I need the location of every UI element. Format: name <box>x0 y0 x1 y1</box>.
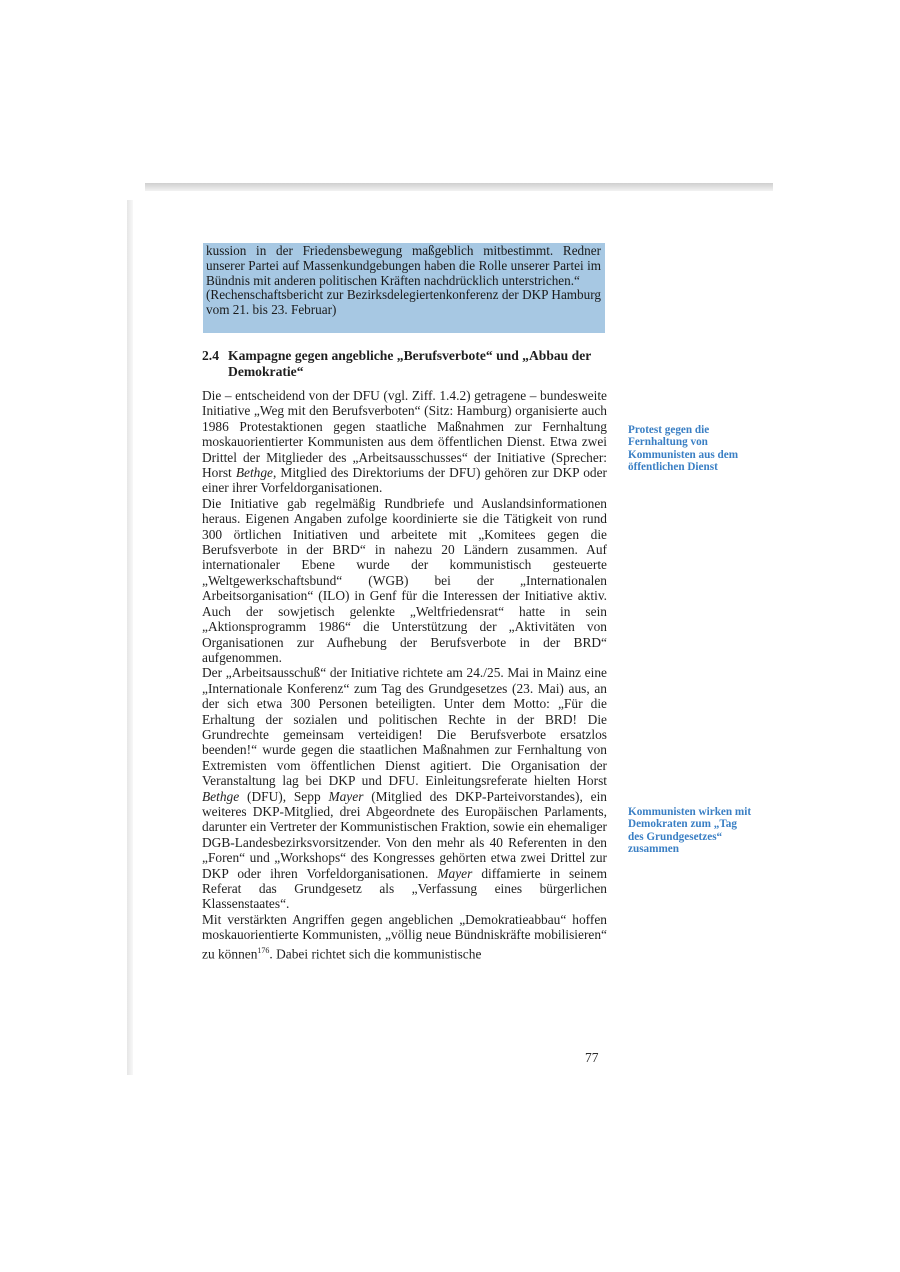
margin-note-protest: Protest gegen die Fernhaltung von Kommunisten aus dem öffentlichen Dienst <box>628 424 739 474</box>
paragraph-4 <box>202 912 607 962</box>
paragraph-2: Die Initiative gab regelmäßig Rundbriefe und Auslandsinformationen heraus. Eigenen Angaben zufolge koordinierte sie die Tätigkeit von rund 300 örtlichen Initiativen und arbeitete mit „Komitees gegen die Berufsverbote in der BRD“ in nahezu 20 Ländern zusammen. Auf internationaler Ebene wurde der kommunistisch gesteuerte „Weltgewerkschaftsbund“ (WGB) bei der „Internationalen Arbeitsorganisation“ (ILO) in Genf für die Interessen der Initiative aktiv. Auch der sowjetisch gelenkte „Weltfriedensrat“ hatte in sein „Aktionsprogramm 1986“ die Unterstützung der „Aktivitäten von Organisationen zur Aufhebung der Berufsverbote in der BRD“ aufgenommen. <box>202 495 607 665</box>
paragraph-3-text-a: Der „Arbeitsausschuß“ der Initiative richtete am 24./25. Mai in Mainz eine „Internationale Konferenz“ zum Tag des Grundgesetzes (23. Mai) aus, an der sich etwa 300 Personen beteiligten. Unter dem Motto: „Für die Erhaltung der sozialen und politischen Rechte in der BRD! Die Grundrechte gemeinsam verteidigen! Die Berufsverbote ersatzlos beenden!“ wurde gegen die staatlichen Maßnahmen zur Fernhaltung von Extremisten vom öffentlichen Dienst agitiert. Die Organisation der Veranstaltung lag bei DKP und DFU. Einleitungsreferate hielten Horst <box>202 665 607 789</box>
paragraph-4-text-a: Mit verstärkten Angriffen gegen angeblichen „Demokratieabbau“ hoffen moskauorientierte Kommunisten, „völlig neue Bündniskräfte mobilisieren“ zu können <box>202 911 607 962</box>
scan-shadow-top <box>145 183 773 191</box>
quote-box <box>203 243 605 333</box>
paragraph-3-text-b: (DFU), Sepp <box>239 788 329 804</box>
margin-note-kommunisten: Kommunisten wirken mit Demokraten zum „Tag des Grundgesetzes“ zusammen <box>628 806 752 856</box>
section-number: 2.4 <box>202 348 219 363</box>
page-number: 77 <box>585 1050 599 1065</box>
section-title-line2: Demokratie“ <box>228 364 304 379</box>
footnote-reference[interactable]: 176 <box>257 945 270 955</box>
paragraph-1-text: Die – entscheidend von der DFU (vgl. Ziff. 1.4.2) getragene – bundesweite Initiative „Weg mit den Berufsverboten“ (Sitz: Hamburg) organisierte auch 1986 Protestaktionen gegen staatliche Maßnahmen zur Fernhaltung moskauorientierter Kommunisten aus dem öffentlichen Dienst. Etwa zwei Drittel der Mitglieder des „Arbeitsausschusses“ der Initiative (Sprecher: Horst <box>202 388 607 481</box>
paragraph-3-text-c: (Mitglied des DKP-Parteivorstandes), ein weiteres DKP-Mitglied, drei Abgeordnete des Europäischen Parlaments, darunter ein Vertreter der Kommunistischen Fraktion, sowie ein ehemaliger DGB-Landesbezirksvorsitzender. Von den mehr als 40 Referenten in den „Foren“ und „Workshops“ des Kongresses gehörten etwa zwei Drittel zur DKP oder ihren Vorfeldorganisationen. <box>202 788 607 881</box>
scan-shadow-left <box>127 200 133 1075</box>
section-heading <box>202 348 607 380</box>
paragraph-1 <box>202 388 607 496</box>
person-name: Bethge <box>235 465 274 481</box>
quote-source: (Rechenschaftsbericht zur Bezirksdelegiertenkonferenz der DKP Hamburg vom 21. bis 23. Februar) <box>206 287 601 318</box>
paragraph-3-text-d: diffamierte in seinem Referat das Grundgesetz als „Verfassung eines bürgerlichen Klassenstaates“. <box>202 865 607 912</box>
body-text <box>202 388 607 962</box>
person-name: Mayer <box>328 788 364 804</box>
person-name: Bethge <box>202 788 240 804</box>
paragraph-1-end: , Mitglied des Direktoriums der DFU) gehören zur DKP oder einer ihrer Vorfeldorganisationen. <box>202 465 607 496</box>
quote-text: kussion in der Friedensbewegung maßgeblich mitbestimmt. Redner unserer Partei auf Massenkundgebungen haben die Rolle unserer Partei im Bündnis mit anderen politischen Kräften nachdrücklich unterstrichen.“ <box>206 243 601 288</box>
person-name: Mayer <box>437 865 473 881</box>
section-title-line1: Kampagne gegen angebliche „Berufsverbote“ und „Abbau der <box>228 348 592 363</box>
paragraph-4-text-b: . Dabei richtet sich die kommunistische <box>269 946 482 962</box>
paragraph-3 <box>202 665 607 912</box>
